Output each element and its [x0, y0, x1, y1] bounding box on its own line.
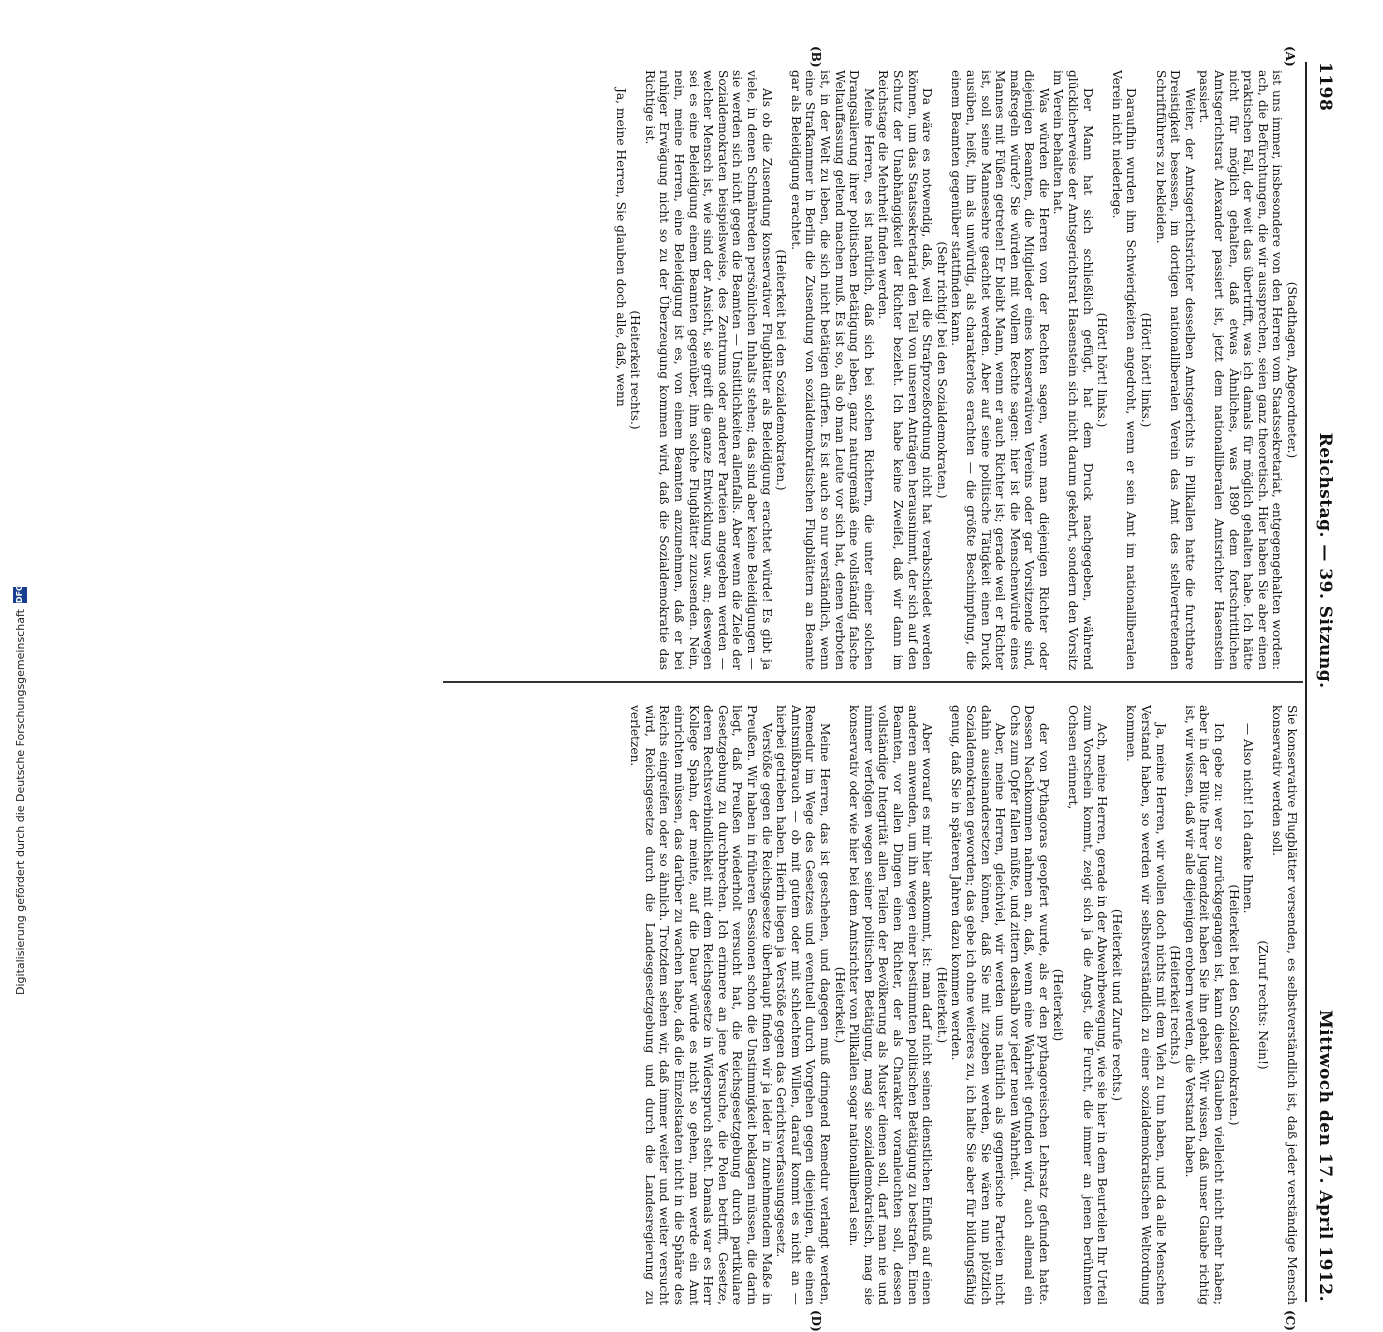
- margin-marker-a: (A): [1283, 46, 1297, 67]
- margin-marker-d: (D): [809, 1310, 823, 1332]
- right-paragraph: Sie konservative Flugblätter versenden, es selbstverständlich ist, daß jeder verständige Mensch konservativ werden soll.: [1270, 705, 1299, 1305]
- left-interjection: (Stadthagen, Abgeordneter.): [1285, 281, 1299, 459]
- running-head: [1311, 62, 1339, 1302]
- right-interjection: (Zuruf rechts: Nein!): [1255, 940, 1270, 1070]
- left-interjection: (Sehr richtig! bei den Sozialdemokraten.): [934, 241, 949, 499]
- page-number: 1198: [1315, 62, 1335, 112]
- left-interjection: (Hört! hört! links.): [1139, 312, 1154, 428]
- right-paragraph: Aber, meine Herren, gleichviel, wir werden uns natürlich als gegnerische Parteien nicht dahin auseinandersetzen können, daß Sie mit zugeben werden, Sie wären nun plötzlich Sozialdemokraten geworden; das gebe ich ohne weiteres zu, ich halte Sie aber für bildungsfähig genug, daß Sie in späteren Jahren dazu kommen werden.: [949, 705, 1008, 1305]
- left-paragraph: Daraufhin wurden ihm Schwierigkeiten angedroht, wenn er sein Amt im nationalliberalen Verein nicht niederlege.: [1109, 70, 1139, 670]
- left-paragraph: Als ob die Zusendung konservativer Flugblätter als Beleidigung erachtet würde! Es gibt ja viele, in denen Schmähreden persönlichen Inhalts stehen; das sind aber keine Beleidigungen — sie werden sich nicht gegen die Beamten — Unsittlichkeiten allenfalls. Aber wenn die Ziele der Sozialdemokraten beispielsweise, des Zentrums oder anderer Parteien angegeben werden — welcher Mensch ist, wie sind der Ansicht, sie greift die ganze Entwicklung usw. an; deswegen sei es eine Beleidigung einem Beamten gegenüber, ihm solche Flugblätter zuzusenden. Nein, nein, meine Herren, eine Beleidigung ist es, von einem Beamten anzunehmen, daß er bei ruhiger Erwägung nicht so zu der Überzeugung kommen wird, daß die Sozialdemokratie das Richtige ist.: [642, 70, 774, 670]
- right-interjection: (Heiterkeit rechts.): [1168, 945, 1183, 1065]
- text-column-right: [439, 705, 1299, 1305]
- right-paragraph: Aber worauf es mir hier ankommt, ist: man darf nicht seinen dienstlichen Einfluß auf einen anderen anwenden, um ihn wegen einer bestimmten politischen Betätigung zu bestrafen. Einen Beamten, vor allen Dingen einen Richter, der als Charakter voranleuchten soll, dessen vollständige Integrität allen Teilen der Bevölkerung als Muster dienen soll, darf man nie und nimmer verfolgen wegen seiner politischen Betätigung, mag sie sozialdemokratisch, mag sie konservativ oder wie hier bei dem Amtsrichter von Pillkallen sogar nationalliberal sein.: [847, 705, 935, 1305]
- left-interjection: (Heiterkeit bei den Sozialdemokraten.): [774, 249, 789, 491]
- right-interjection: (Heiterkeit): [1051, 968, 1066, 1042]
- margin-marker-b: (B): [809, 46, 823, 68]
- right-paragraph: der von Pythagoras geopfert wurde, als er den pythagoreischen Lehrsatz gefunden hatte. Dessen Nachkommen nahmen an, daß, wenn eine Wahrheit gefunden wird, auch allemal ein Ochs zum Opfer fallen müßte, und zittern deshalb vor jeder neuen Wahrheit.: [1007, 705, 1051, 1305]
- left-paragraph: Ja, meine Herren, Sie glauben doch alle, daß, wenn: [613, 88, 628, 407]
- right-paragraph: Ach, meine Herren, gerade in der Abwehrbewegung, wie sie hier in dem Beurteilen Ihr Urteil zum Vorschein kommt, zeigt sich ja die Angst, die Furcht, die immer an jenen berühmten Ochsen erinnert,: [1066, 705, 1110, 1305]
- right-paragraph: — Also nicht! Ich danke Ihnen.: [1241, 723, 1256, 914]
- credit-text: Digitalisierung gefördert durch die Deutsche Forschungsgemeinschaft: [13, 609, 27, 995]
- right-paragraph: Meine Herren, das ist geschehen, und dagegen muß dringend Remedur verlangt werden, Remedur im Wege des Gesetzes und eventuell durch Vorgehen gegen diejenigen, die einen Amtsmißbrauch — ob mit gutem oder mit schlechtem Willen, darauf kommt es nicht an — hierbei getrieben haben. Hierin liegen ja Verstöße gegen das Gerichtsverfassungsgesetz.: [774, 705, 832, 1305]
- left-paragraph: Meine Herren, es ist natürlich, daß sich bei solchen Richtern, die unter einer solchen Drangsalierung ihrer politischen Betätigung leben, ganz naturgemäß eine vollständig falsche Weltauffassung geltend machen muß. Es ist so, als ob man Leute vor sich hat, denen verboten ist, in der Welt zu leben, die sich nicht betätigen dürfen. Es ist auch so nur verständlich, wenn eine Strafkammer in Berlin die Zusendung von sozialdemokratischen Flugblättern an Beamte gar als Beleidigung erachtet.: [788, 70, 876, 670]
- right-interjection: (Heiterkeit bei den Sozialdemokraten.): [1226, 884, 1241, 1126]
- right-paragraph: Ja, meine Herren, wir wollen doch nichts mit dem Vieh zu tun haben, und da alle Menschen Verstand haben, so werden wir selbstverständlich zu einer sozialdemokratischen Weltordnung kommen.: [1124, 705, 1168, 1305]
- left-paragraph: Was würden die Herren von der Rechten sagen, wenn man diejenigen Richter oder diejenigen Beamten, die Mitglieder eines konservativen Vereins oder gar Vorsitzende sind, maßregeln würde? Sie würden mit vollem Rechte sagen: hier ist die Menschenwürde eines Mannes mit Füßen getreten! Er bleibt Mann, wenn er auch Richter ist; gerade weil er Richter ist, soll seine Mannesehre geachtet werden. Aber auf seine politische Tätigkeit einen Druck ausüben, heißt, ihn als unwürdig, als charakterlos erachten — die größte Beschimpfung, die einem Beamten gegenüber stattfinden kann.: [949, 70, 1051, 670]
- right-interjection: (Heiterkeit.): [832, 966, 847, 1044]
- header-rule: [1305, 62, 1307, 1302]
- session-date: Mittwoch den 17. April 1912.: [1315, 1009, 1335, 1302]
- right-paragraph: Ich gebe zu: wer so zurückgegangen ist, kann diesen Glauben vielleicht nicht mehr haben; aber in der Blüte Ihrer Jugendzeit haben Sie ihn gehabt. Wir wissen, daß unser Glaube richtig ist, wir wissen, daß wir alle diejenigen erobern werden, die Verstand haben.: [1182, 705, 1227, 1305]
- column-divider: [443, 681, 1303, 683]
- text-column-left: [439, 70, 1299, 670]
- dfg-logo-icon: DFG: [13, 587, 27, 603]
- publication-title: Reichstag. — 39. Sitzung.: [1315, 432, 1335, 689]
- left-interjection: (Hört! hört! links.): [1095, 312, 1110, 428]
- left-interjection: (Heiterkeit rechts.): [628, 310, 643, 430]
- right-paragraph: Verstöße gegen die Reichsgesetze überhaupt finden wir ja leider in zunehmendem Maße in Preußen. Wir haben in früheren Sessionen schon die Unstimmigkeit beklagen müssen, die darin liegt, daß Preußen wiederholt versucht hat, die Reichsgesetzgebung durch partikulare Gesetzgebung zu durchbrechen. Ich erinnere an jene Versuche, die Polen betrifft, Gesetze, deren Rechtsverbindlichkeit mit dem Reichsgesetze in Widerspruch steht. Damals war es Herr Kollege Spahn, der meinte, auf die Dauer würde es nicht so gehen, man werde ein Amt einrichten müssen, das darüber zu wachen habe, daß die Einzelstaaten nicht in die Sphäre des Reichs eingreifen oder so ähnlich. Trotzdem sehen wir, daß immer weiter und weiter versucht wird, Reichsgesetze durch die Landesgesetzgebung und durch die Landesregierung zu verletzen.: [628, 705, 774, 1305]
- digitization-credit: [10, 0, 30, 995]
- right-interjection: (Heiterkeit.): [934, 966, 949, 1044]
- left-paragraph: ist uns immer, insbesondere von den Herren vom Staatssekretariat, entgegengehalten worden: ach, die Befürchtungen, die wir aussprechen, seien ganz theoretisch. Hier haben Sie aber einen praktischen Fall, der weit das übertrifft, was ich damals für möglich gehalten habe. Ich hätte nicht für möglich gehalten, daß etwas Ähnliches, was 1890 dem fortschrittlichen Amtsgerichtsrat Alexander passiert ist, jetzt dem nationalliberalen Amtsrichter Hasenstein passiert.: [1197, 70, 1285, 670]
- left-paragraph: Der Mann hat sich schließlich gefügt, hat dem Druck nachgegeben, während glücklicherweise der Amtsgerichtsrat Hasenstein sich nicht darum gekehrt, sondern den Vorsitz im Verein behalten hat.: [1051, 70, 1095, 670]
- left-paragraph: Weiter, der Amtsgerichtsrichter desselben Amtsgerichts in Pillkallen hatte die furchtbare Dreistigkeit besessen, im dortigen nationalliberalen Verein das Amt des stellvertretenden Schriftführers zu bekleiden.: [1153, 70, 1197, 670]
- left-paragraph: Da wäre es notwendig, daß, weil die Strafprozeßordnung nicht hat verabschiedet werden können, um das Staatssekretariat den Teil von unseren Anträgen herausnimmt, der sich auf den Schutz der Unabhängigkeit der Richter bezieht. Ich habe keine Zweifel, daß wir dann im Reichstage die Mehrheit finden werden.: [876, 70, 935, 670]
- margin-marker-c: (C): [1283, 1310, 1297, 1331]
- right-interjection: (Heiterkeit und Zurufe rechts.): [1109, 908, 1124, 1102]
